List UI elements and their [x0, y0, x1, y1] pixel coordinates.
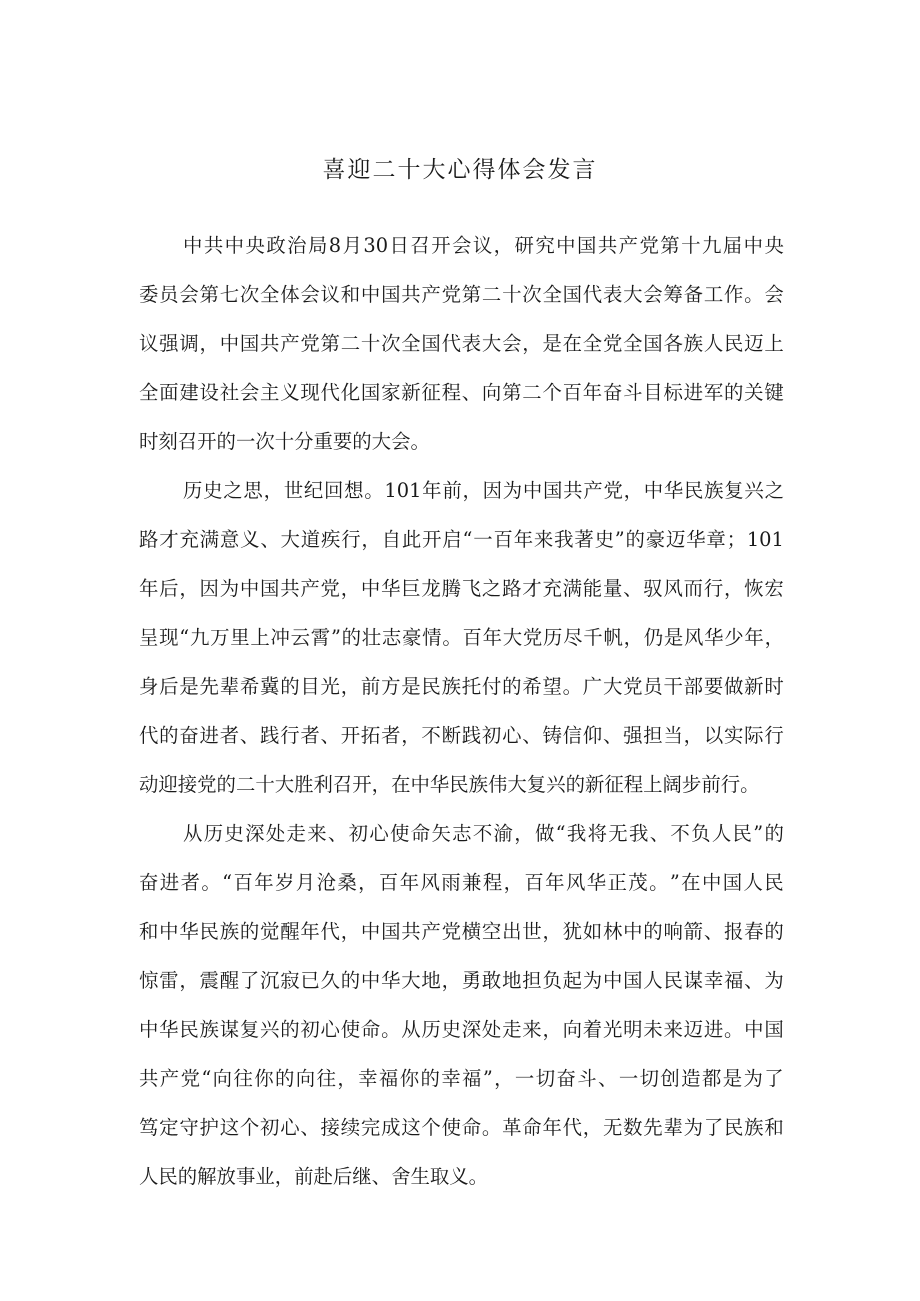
paragraph-1-line-1: 中 共 中 央 政 治 局 8 月 30 日 召 开 会 议 ， 研 究 中 国 共 产 党 第 十 九 届 中 央: [183, 234, 784, 257]
paragraph-3-line-2: 奋 进 者 。 “ 百 年 岁 月 沧 桑 ， 百 年 风 雨 兼 程 ， 百 年 风 华 正 茂 。 ” 在 中 国 人 民: [139, 871, 784, 894]
paragraph-1-line-3: 议 强 调 ， 中 国 共 产 党 第 二 十 次 全 国 代 表 大 会 ， 是 在 全 党 全 国 各 族 人 民 迈 上: [139, 332, 784, 355]
paragraph-3-line-7: 笃 定 守 护 这 个 初 心 、 接 续 完 成 这 个 使 命 。 革 命 年 代 ， 无 数 先 辈 为 了 民 族 和: [139, 1116, 784, 1139]
paragraph-1-line-5: 时刻召开的一次十分重要的大会。: [139, 430, 430, 453]
paragraph-3-line-4: 惊 雷 ， 震 醒 了 沉 寂 已 久 的 中 华 大 地 ， 勇 敢 地 担 负 起 为 中 国 人 民 谋 幸 福 、 为: [139, 969, 784, 992]
paragraph-2-line-2: 路 才 充 满 意 义 、 大 道 疾 行 ， 自 此 开 启 “ 一 百 年 来 我 著 史 ” 的 豪 迈 华 章 ； 101: [139, 528, 784, 551]
paragraph-2-line-1: 历 史 之 思 ， 世 纪 回 想 。 101 年 前 ， 因 为 中 国 共 产 党 ， 中 华 民 族 复 兴 之: [183, 479, 784, 502]
paragraph-2-line-7: 动迎接党的二十大胜利召开，在中华民族伟大复兴的新征程上阔步前行。: [139, 773, 760, 796]
paragraph-3-line-5: 中 华 民 族 谋 复 兴 的 初 心 使 命 。 从 历 史 深 处 走 来 ， 向 着 光 明 未 来 迈 进 。 中 国: [139, 1018, 784, 1041]
paragraph-3-line-6: 共 产 党 “ 向 往 你 的 向 往 ， 幸 福 你 的 幸 福 ” ， 一 切 奋 斗 、 一 切 创 造 都 是 为 了: [139, 1067, 784, 1090]
paragraph-2-line-5: 身 后 是 先 辈 希 冀 的 目 光 ， 前 方 是 民 族 托 付 的 希 望 。 广 大 党 员 干 部 要 做 新 时: [139, 675, 784, 698]
paragraph-1-line-4: 全 面 建 设 社 会 主 义 现 代 化 国 家 新 征 程 、 向 第 二 个 百 年 奋 斗 目 标 进 军 的 关 键: [139, 381, 784, 404]
paragraph-3-line-8: 人民的解放事业，前赴后继、舍生取义。: [139, 1165, 489, 1188]
paragraph-1-line-2: 委 员 会 第 七 次 全 体 会 议 和 中 国 共 产 党 第 二 十 次 全 国 代 表 大 会 筹 备 工 作 。 会: [139, 283, 784, 306]
paragraph-2-line-3: 年 后 ， 因 为 中 国 共 产 党 ， 中 华 巨 龙 腾 飞 之 路 才 充 满 能 量 、 驭 风 而 行 ， 恢 宏: [139, 577, 784, 600]
paragraph-2-line-6: 代 的 奋 进 者 、 践 行 者 、 开 拓 者 ， 不 断 践 初 心 、 铸 信 仰 、 强 担 当 ， 以 实 际 行: [139, 724, 784, 747]
document-title: 喜迎二十大心得体会发言: [322, 157, 598, 183]
paragraph-2-line-4: 呈 现 “ 九 万 里 上 冲 云 霄 ” 的 壮 志 豪 情 。 百 年 大 党 历 尽 千 帆 ， 仍 是 风 华 少 年 ，: [139, 626, 784, 649]
paragraph-3-line-1: 从 历 史 深 处 走 来 、 初 心 使 命 矢 志 不 渝 ， 做 “ 我 将 无 我 、 不 负 人 民 ” 的: [183, 822, 784, 845]
paragraph-3-line-3: 和 中 华 民 族 的 觉 醒 年 代 ， 中 国 共 产 党 横 空 出 世 ， 犹 如 林 中 的 响 箭 、 报 春 的: [139, 920, 784, 943]
